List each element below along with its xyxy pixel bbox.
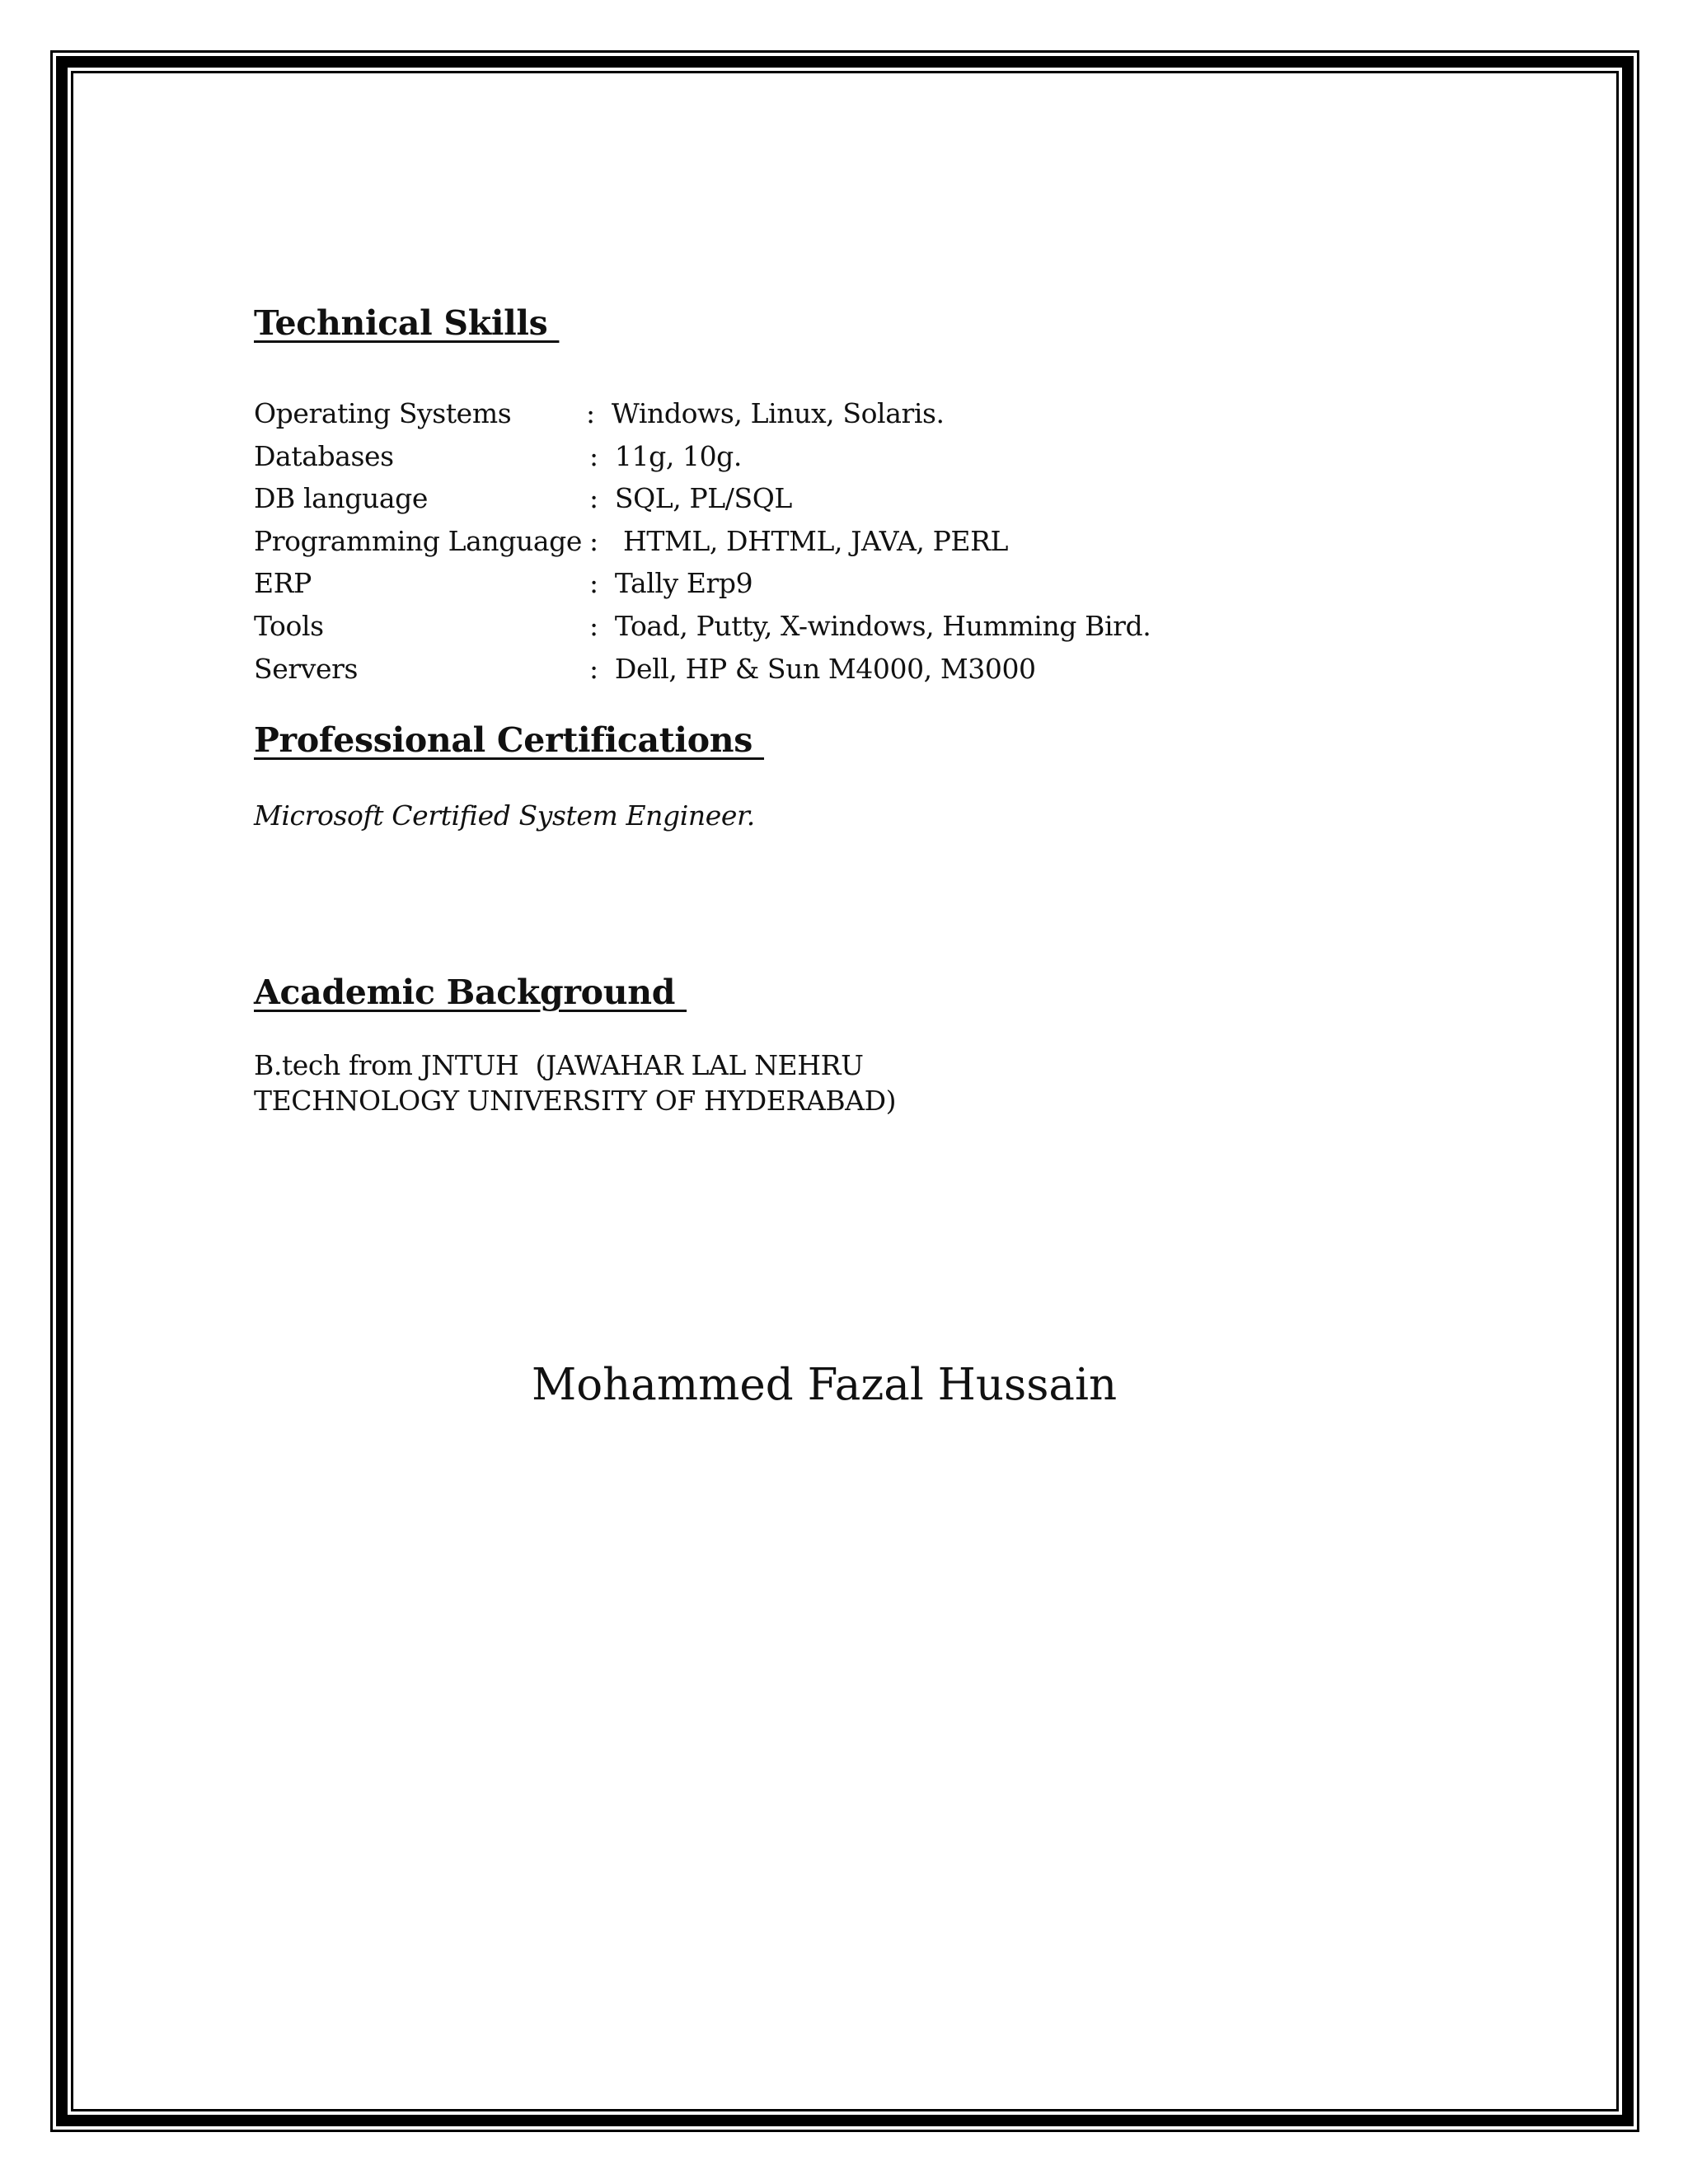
skill-label: DB language xyxy=(254,482,428,514)
academic-line: B.tech from JNTUH (JAWAHAR LAL NEHRU xyxy=(254,1049,864,1081)
certification-item: Microsoft Certified System Engineer. xyxy=(254,799,755,832)
skill-value: : Toad, Putty, X-windows, Humming Bird. xyxy=(589,610,1151,642)
skill-value: : SQL, PL/SQL xyxy=(589,482,792,514)
skill-label: Programming Language xyxy=(254,525,582,557)
skill-value: : 11g, 10g. xyxy=(589,440,742,472)
academic-line: TECHNOLOGY UNIVERSITY OF HYDERABAD) xyxy=(254,1085,897,1117)
skill-label: Operating Systems xyxy=(254,397,512,429)
professional-certifications-heading: Professional Certifications xyxy=(254,720,765,760)
academic-background-heading: Academic Background xyxy=(254,972,687,1012)
skill-value: : HTML, DHTML, JAVA, PERL xyxy=(589,525,1009,557)
skill-value: : Windows, Linux, Solaris. xyxy=(586,397,945,429)
skill-label: Databases xyxy=(254,440,394,472)
skill-value: : Dell, HP & Sun M4000, M3000 xyxy=(589,653,1036,685)
skill-value: : Tally Erp9 xyxy=(589,567,753,599)
skill-label: Servers xyxy=(254,653,358,685)
skill-label: ERP xyxy=(254,567,312,599)
signature-name: Mohammed Fazal Hussain xyxy=(532,1360,1118,1410)
skill-label: Tools xyxy=(254,610,324,642)
technical-skills-heading: Technical Skills xyxy=(254,303,560,343)
